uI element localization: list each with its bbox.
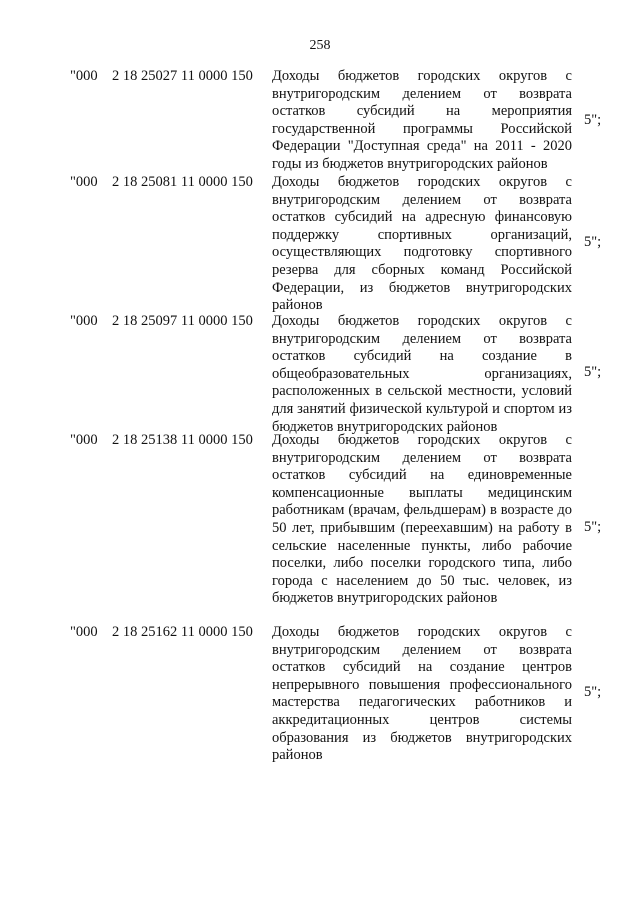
description-cell: Доходы бюджетов городских округов с внутригородским делением от возврата остатков субсидий на создание центров непрерывного повышения профессионального мастерства педагогических работников и аккредитационных центров системы образования из бюджетов внутригородских районов: [272, 624, 572, 764]
rate-cell: 5";: [584, 364, 602, 380]
code-prefix: "000: [70, 313, 98, 329]
kbk-code: 2 18 25027 11 0000 150: [112, 68, 253, 84]
code-prefix: "000: [70, 68, 98, 84]
code-cell: [70, 68, 253, 85]
page-number: 258: [309, 38, 331, 53]
description-cell: Доходы бюджетов городских округов с внутригородским делением от возврата остатков субсидий на создание в общеобразовательных организациях, расположенных в сельской местности, условий для занятий физической культурой и спортом из бюджетов внутригородских районов: [272, 313, 572, 435]
kbk-code: 2 18 25138 11 0000 150: [112, 432, 253, 448]
code-prefix: "000: [70, 432, 98, 448]
code-cell: [70, 174, 253, 191]
rate-cell: 5";: [584, 684, 602, 700]
kbk-code: 2 18 25162 11 0000 150: [112, 624, 253, 640]
code-cell: [70, 624, 253, 641]
description-cell: Доходы бюджетов городских округов с внутригородским делением от возврата остатков субсидий на единовременные компенсационные выплаты медицинским работникам (врачам, фельдшерам) в возрасте до 50 лет, прибывшим (переехавшим) на работу в сельские населенные пункты, либо рабочие поселки, либо поселки городского типа, либо города с населением до 50 тыс. человек, из бюджетов внутригородских районов: [272, 432, 572, 607]
description-cell: Доходы бюджетов городских округов с внутригородским делением от возврата остатков субсидий на мероприятия государственной программы Российской Федерации "Доступная среда" на 2011 - 2020 годы из бюджетов внутригородских районов: [272, 68, 572, 172]
rate-cell: 5";: [584, 112, 602, 128]
kbk-code: 2 18 25097 11 0000 150: [112, 313, 253, 329]
rate-cell: 5";: [584, 234, 602, 250]
code-prefix: "000: [70, 174, 98, 190]
code-cell: [70, 313, 253, 330]
description-cell: Доходы бюджетов городских округов с внутригородским делением от возврата остатков субсидий на адресную финансовую поддержку спортивных организаций, осуществляющих подготовку спортивного резерва для сборных команд Российской Федерации, из бюджетов внутригородских районов: [272, 174, 572, 314]
code-prefix: "000: [70, 624, 98, 640]
rate-cell: 5";: [584, 519, 602, 535]
code-cell: [70, 432, 253, 449]
kbk-code: 2 18 25081 11 0000 150: [112, 174, 253, 190]
